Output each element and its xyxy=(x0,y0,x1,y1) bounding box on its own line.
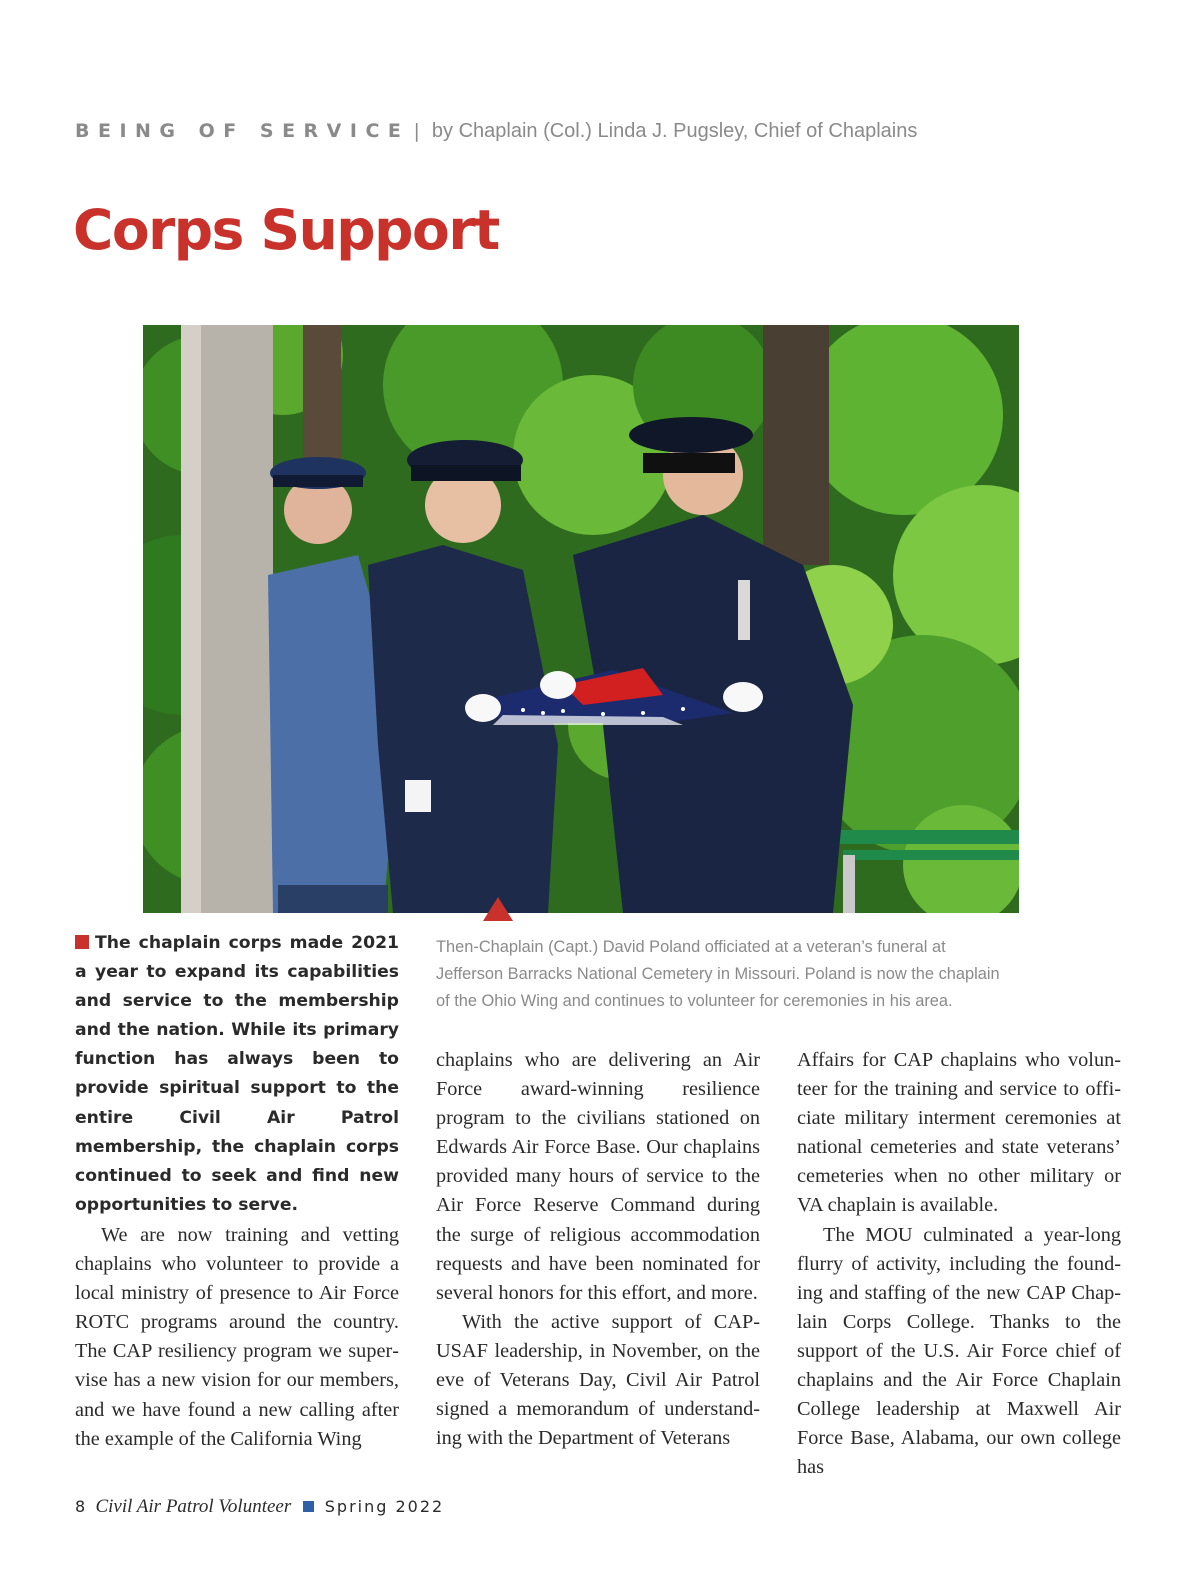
lede-text: The chaplain corps made 2021 a year to expand its capabilities and service to the membership and the nation. While its primary function has always been to provide spiritual support to the entire Civil Air Patrol membership, the chaplain corps continued to seek and find new opportunities to serve. xyxy=(75,933,399,1215)
article-lede xyxy=(75,929,399,1220)
body-column-1 xyxy=(75,1221,399,1454)
caption-pointer xyxy=(483,897,513,921)
issue-label: Spring 2022 xyxy=(324,1497,445,1516)
section-label: BEING OF SERVICE xyxy=(75,120,410,142)
byline: by Chaplain (Col.) Linda J. Pugsley, Chief of Chaplains xyxy=(431,120,918,142)
article-headline: Corps Support xyxy=(73,198,499,262)
body-column-3 xyxy=(797,1046,1121,1482)
page-number: 8 xyxy=(75,1497,86,1516)
flag-folding-photo-illustration xyxy=(143,325,1019,913)
body-paragraph: chaplains who are delivering an Air Force award-winning resilience program to the civilians stationed on Edwards Air Force Base. Our chaplains provided many hours of service to the Air Force Reserve Command during the surge of religious accommodation requests and have been nominated for several honors for this effort, and more. xyxy=(436,1049,760,1304)
page-footer xyxy=(75,1496,444,1518)
body-paragraph: Affairs for CAP chaplains who volunteer for the training and service to officiate military interment ceremonies at national cemeteries and state veterans’ cemeteries when no other military or VA chaplain is available. xyxy=(797,1049,1121,1217)
footer-square-icon xyxy=(303,1501,314,1512)
lede-square-icon xyxy=(75,935,89,949)
photo-caption: Then-Chaplain (Capt.) David Poland officiated at a veteran’s funeral at Jefferson Barracks National Cemetery in Missouri. Poland is now the chaplain of the Ohio Wing and continues to volunteer for ceremonies in his area. xyxy=(436,938,1000,1010)
body-paragraph: With the active support of CAP-USAF leadership, in November, on the eve of Veterans Day, Civil Air Patrol signed a memorandum of understanding with the Department of Veterans xyxy=(436,1310,760,1450)
magazine-title: Civil Air Patrol Volunteer xyxy=(95,1496,292,1517)
article-photo xyxy=(143,325,1019,913)
kicker-separator: | xyxy=(413,120,420,142)
body-paragraph: The MOU culminated a year-long flurry of activity, including the founding and staffing of the new CAP Chaplain Corps College. Thanks to the support of the U.S. Air Force chief of chaplains and the Air Force Chaplain College leadership at Maxwell Air Force Base, Alabama, our own college has xyxy=(797,1223,1121,1479)
section-kicker xyxy=(75,120,917,143)
body-paragraph: We are now training and vetting chaplains who volunteer to provide a local ministry of presence to Air Force ROTC programs around the country. The CAP resiliency program we supervise has a new vision for our members, and we have found a new calling after the example of the California Wing xyxy=(75,1224,399,1450)
body-column-2 xyxy=(436,1046,760,1453)
